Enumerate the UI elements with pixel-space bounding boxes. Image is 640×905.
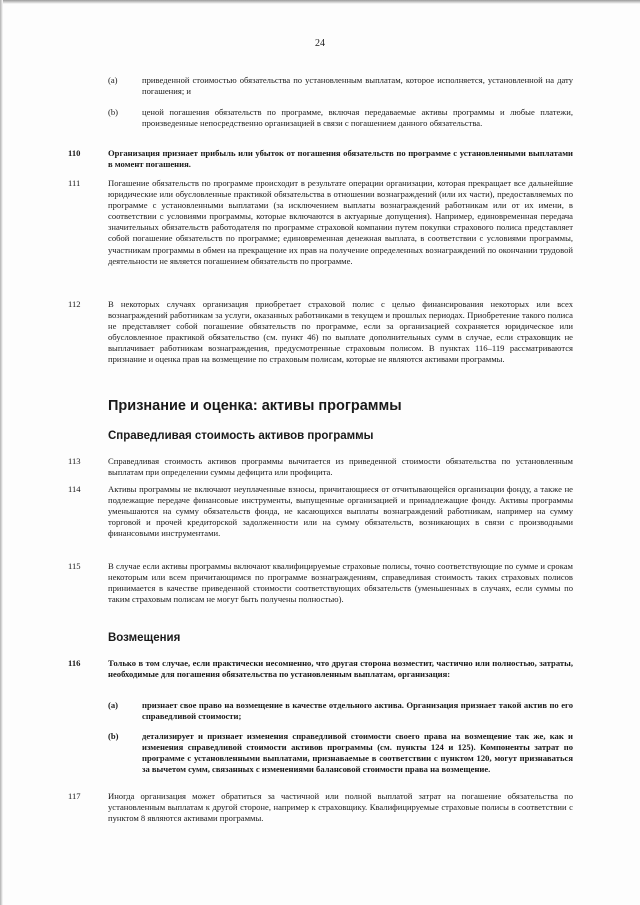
paragraph-113 bbox=[68, 456, 573, 478]
paragraph-117 bbox=[68, 791, 573, 824]
paragraph-text: Только в том случае, если практически несомненно, что другая сторона возместит, частично или полностью, затраты, необходимые для погашения обязательства по установленным выплатам, организация: bbox=[108, 658, 573, 680]
subsection-heading: Справедливая стоимость активов программы bbox=[108, 430, 374, 442]
paragraph-110 bbox=[68, 148, 573, 170]
paragraph-text: В случае если активы программы включают квалифицируемые страховые полисы, точно соответствующие по сумме и срокам некоторым или всем причитающимся по программе вознаграждениям, справедливая стоимость таких страховых полисов принимается в качестве приведенной стоимости соответствующих обязательств (уменьшенных в случаях, если суммы по таким страховым полисам не могут быть получены полностью). bbox=[108, 561, 573, 605]
paragraph-116 bbox=[68, 658, 573, 680]
list-item bbox=[108, 107, 573, 129]
scan-edge-left bbox=[0, 0, 3, 905]
paragraph-number: 114 bbox=[68, 484, 81, 494]
paragraph-number: 117 bbox=[68, 791, 81, 801]
list-item-label: (a) bbox=[108, 75, 118, 85]
section-heading: Признание и оценка: активы программы bbox=[108, 398, 402, 414]
scan-edge-top bbox=[0, 0, 640, 4]
paragraph-text: Активы программы не включают неуплаченные взносы, причитающиеся от отчитывающейся организации фонду, а также не подлежащие передаче финансовые инструменты, выпущенные организацией и принадлежащие фонду. Активы программы уменьшаются на сумму обязательств фонда, не касающихся выплаты вознаграждений работникам, например на сумму торговой и прочей кредиторской задолженности или на сумму обязательств, возникающих в связи с производными финансовыми инструментами. bbox=[108, 484, 573, 539]
list-item-label: (b) bbox=[108, 731, 119, 741]
list-item bbox=[108, 75, 573, 97]
list-item-label: (a) bbox=[108, 700, 119, 710]
paragraph-number: 116 bbox=[68, 658, 81, 668]
list-item bbox=[108, 731, 573, 775]
paragraph-text: Справедливая стоимость активов программы вычитается из приведенной стоимости обязательства по установленным выплатам при определении суммы дефицита или профицита. bbox=[108, 456, 573, 478]
paragraph-111 bbox=[68, 178, 573, 267]
paragraph-text: Организация признает прибыль или убыток от погашения обязательств по программе с установленными выплатами в момент погашения. bbox=[108, 148, 573, 170]
list-item-text: приведенной стоимостью обязательства по установленным выплатам, которое исполняется, установленной на дату погашения; и bbox=[142, 75, 573, 97]
paragraph-number: 111 bbox=[68, 178, 81, 188]
paragraph-112 bbox=[68, 299, 573, 366]
paragraph-text: В некоторых случаях организация приобретает страховой полис с целью финансирования некоторых или всех вознаграждений работникам за услуги, оказанных работниками в текущем и прошлых периодах. Приобретение такого полиса не представляет собой погашение обязательств по программе, если за организацией сохраняется юридическое или обусловленное практикой обязательство (см. пункт 46) по выплате дополнительных сумм в случае, если страховщик не выплачивает работникам вознаграждения, предусмотренные страховым полисом. В пунктах 116–119 рассматриваются признание и оценка прав на возмещение по страховым полисам, которые не являются активами программы. bbox=[108, 299, 573, 365]
list-item-text: ценой погашения обязательств по программе, включая передаваемые активы программы и любые платежи, произведенные непосредственно организацией в связи с погашением данного обязательства. bbox=[142, 107, 573, 129]
paragraph-text: Иногда организация может обратиться за частичной или полной выплатой затрат на погашение обязательства по установленным выплатам к другой стороне, например к страховщику. Квалифицируемые страховые полисы в соответствии с пунктом 8 являются активами программы. bbox=[108, 791, 573, 824]
page-number: 24 bbox=[315, 38, 325, 49]
paragraph-114 bbox=[68, 484, 573, 539]
list-item-text: признает свое право на возмещение в качестве отдельного актива. Организация признает такой актив по его справедливой стоимости; bbox=[142, 700, 573, 722]
list-item-label: (b) bbox=[108, 107, 119, 117]
paragraph-number: 115 bbox=[68, 561, 81, 571]
paragraph-number: 113 bbox=[68, 456, 81, 466]
paragraph-number: 112 bbox=[68, 299, 81, 309]
list-item-text: детализирует и признает изменения справедливой стоимости своего права на возмещение так же, как и изменения справедливой стоимости активов программы (см. пункты 124 и 125). Компоненты затрат по программе с установленными выплатами, признаваемые в соответствии с пунктом 120, могут признаваться за вычетом сумм, связанных с изменениями балансовой стоимости права на возмещение. bbox=[142, 731, 573, 775]
paragraph-115 bbox=[68, 561, 573, 605]
list-item bbox=[108, 700, 573, 722]
paragraph-number: 110 bbox=[68, 148, 81, 158]
subsection-heading: Возмещения bbox=[108, 632, 181, 644]
paragraph-text: Погашение обязательств по программе происходит в результате операции организации, которая прекращает все дальнейшие юридические или обусловленные практикой обязательства в отношении вознаграждений (или их части), предоставляемых по программе с установленными выплатами (за исключением выплаты вознаграждений работникам или от их имени, в соответствии с условиями программы, которые включаются в актуарные допущения). Например, единовременная передача значительных обязательств работодателя по программе страховой компании путем покупки страхового полиса представляет собой погашение обязательств по программе; единовременная денежная выплата, в соответствии с условиями программы, участникам программы в обмен на прекращение их прав на получение определенных вознаграждений по окончании трудовой деятельности не является погашением обязательств по программе. bbox=[108, 178, 573, 266]
